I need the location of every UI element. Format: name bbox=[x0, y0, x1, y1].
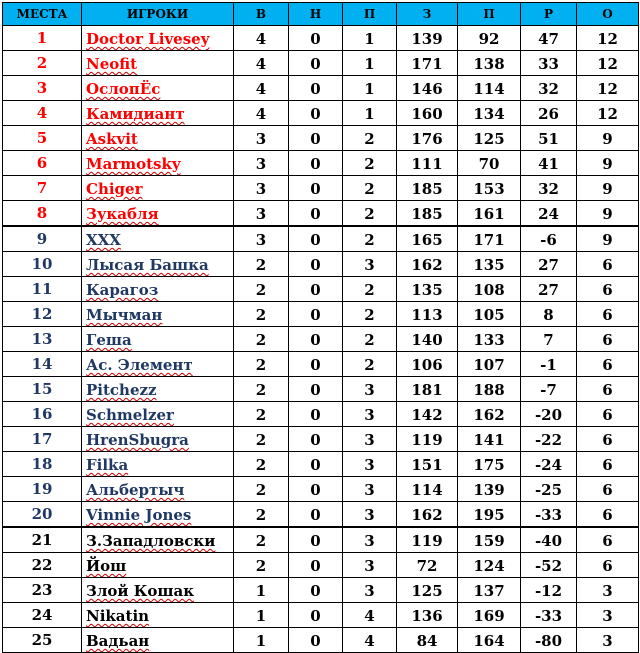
table-row bbox=[3, 427, 639, 452]
losses-cell: 2 bbox=[343, 352, 397, 377]
draws-cell: 0 bbox=[289, 226, 343, 252]
losses-cell: 3 bbox=[343, 402, 397, 427]
draws-cell: 0 bbox=[289, 352, 343, 377]
difference-cell: -20 bbox=[521, 402, 577, 427]
header-conceded: П bbox=[458, 3, 521, 26]
scored-cell: 136 bbox=[397, 603, 458, 628]
player-name: Schmelzer bbox=[82, 402, 234, 427]
scored-cell: 165 bbox=[397, 226, 458, 252]
scored-cell: 72 bbox=[397, 553, 458, 578]
place-cell: 11 bbox=[3, 277, 82, 302]
header-players: ИГРОКИ bbox=[82, 3, 234, 26]
wins-cell: 4 bbox=[234, 51, 289, 76]
player-name: Лысая Башка bbox=[82, 252, 234, 277]
scored-cell: 142 bbox=[397, 402, 458, 427]
points-cell: 3 bbox=[577, 603, 639, 628]
losses-cell: 1 bbox=[343, 101, 397, 126]
scored-cell: 113 bbox=[397, 302, 458, 327]
scored-cell: 139 bbox=[397, 26, 458, 51]
points-cell: 9 bbox=[577, 126, 639, 151]
points-cell: 12 bbox=[577, 51, 639, 76]
losses-cell: 2 bbox=[343, 201, 397, 227]
wins-cell: 1 bbox=[234, 628, 289, 653]
difference-cell: 33 bbox=[521, 51, 577, 76]
losses-cell: 4 bbox=[343, 628, 397, 653]
wins-cell: 2 bbox=[234, 527, 289, 553]
scored-cell: 162 bbox=[397, 502, 458, 528]
scored-cell: 125 bbox=[397, 578, 458, 603]
wins-cell: 2 bbox=[234, 352, 289, 377]
scored-cell: 140 bbox=[397, 327, 458, 352]
player-name: Вадьан bbox=[82, 628, 234, 653]
wins-cell: 3 bbox=[234, 201, 289, 227]
points-cell: 6 bbox=[577, 252, 639, 277]
losses-cell: 3 bbox=[343, 377, 397, 402]
draws-cell: 0 bbox=[289, 477, 343, 502]
table-row bbox=[3, 477, 639, 502]
header-place: МЕСТА bbox=[3, 3, 82, 26]
losses-cell: 3 bbox=[343, 553, 397, 578]
scored-cell: 111 bbox=[397, 151, 458, 176]
player-name: Злой Кошак bbox=[82, 578, 234, 603]
table-row bbox=[3, 377, 639, 402]
player-name: Мычман bbox=[82, 302, 234, 327]
draws-cell: 0 bbox=[289, 252, 343, 277]
wins-cell: 4 bbox=[234, 76, 289, 101]
place-cell: 14 bbox=[3, 352, 82, 377]
conceded-cell: 92 bbox=[458, 26, 521, 51]
losses-cell: 2 bbox=[343, 226, 397, 252]
place-cell: 23 bbox=[3, 578, 82, 603]
difference-cell: -40 bbox=[521, 527, 577, 553]
conceded-cell: 139 bbox=[458, 477, 521, 502]
table-row bbox=[3, 151, 639, 176]
place-cell: 10 bbox=[3, 252, 82, 277]
table-row bbox=[3, 277, 639, 302]
table-row bbox=[3, 402, 639, 427]
header-wins: В bbox=[234, 3, 289, 26]
header-difference: Р bbox=[521, 3, 577, 26]
conceded-cell: 134 bbox=[458, 101, 521, 126]
scored-cell: 185 bbox=[397, 176, 458, 201]
draws-cell: 0 bbox=[289, 427, 343, 452]
draws-cell: 0 bbox=[289, 302, 343, 327]
scored-cell: 171 bbox=[397, 51, 458, 76]
scored-cell: 160 bbox=[397, 101, 458, 126]
header-row bbox=[3, 3, 639, 26]
conceded-cell: 125 bbox=[458, 126, 521, 151]
conceded-cell: 114 bbox=[458, 76, 521, 101]
table-row bbox=[3, 101, 639, 126]
player-name: Chiger bbox=[82, 176, 234, 201]
conceded-cell: 137 bbox=[458, 578, 521, 603]
table-row bbox=[3, 452, 639, 477]
place-cell: 15 bbox=[3, 377, 82, 402]
place-cell: 1 bbox=[3, 26, 82, 51]
place-cell: 22 bbox=[3, 553, 82, 578]
table-row bbox=[3, 176, 639, 201]
wins-cell: 4 bbox=[234, 101, 289, 126]
points-cell: 6 bbox=[577, 402, 639, 427]
scored-cell: 151 bbox=[397, 452, 458, 477]
wins-cell: 2 bbox=[234, 302, 289, 327]
points-cell: 6 bbox=[577, 277, 639, 302]
conceded-cell: 164 bbox=[458, 628, 521, 653]
wins-cell: 2 bbox=[234, 477, 289, 502]
player-name: Askvit bbox=[82, 126, 234, 151]
difference-cell: 26 bbox=[521, 101, 577, 126]
place-cell: 5 bbox=[3, 126, 82, 151]
scored-cell: 185 bbox=[397, 201, 458, 227]
conceded-cell: 108 bbox=[458, 277, 521, 302]
table-row bbox=[3, 201, 639, 227]
difference-cell: -22 bbox=[521, 427, 577, 452]
losses-cell: 3 bbox=[343, 502, 397, 528]
wins-cell: 2 bbox=[234, 252, 289, 277]
draws-cell: 0 bbox=[289, 527, 343, 553]
difference-cell: -1 bbox=[521, 352, 577, 377]
player-name: ОслопЁс bbox=[82, 76, 234, 101]
place-cell: 21 bbox=[3, 527, 82, 553]
points-cell: 9 bbox=[577, 151, 639, 176]
player-name: Neofit bbox=[82, 51, 234, 76]
difference-cell: 47 bbox=[521, 26, 577, 51]
wins-cell: 2 bbox=[234, 502, 289, 528]
header-points: О bbox=[577, 3, 639, 26]
points-cell: 6 bbox=[577, 502, 639, 528]
player-name: Doctor Livesey bbox=[82, 26, 234, 51]
difference-cell: 32 bbox=[521, 76, 577, 101]
place-cell: 25 bbox=[3, 628, 82, 653]
place-cell: 9 bbox=[3, 226, 82, 252]
losses-cell: 2 bbox=[343, 277, 397, 302]
losses-cell: 3 bbox=[343, 252, 397, 277]
table-row bbox=[3, 527, 639, 553]
points-cell: 6 bbox=[577, 327, 639, 352]
player-name: Nikatin bbox=[82, 603, 234, 628]
draws-cell: 0 bbox=[289, 176, 343, 201]
losses-cell: 2 bbox=[343, 327, 397, 352]
player-name: Зукабля bbox=[82, 201, 234, 227]
points-cell: 6 bbox=[577, 427, 639, 452]
wins-cell: 3 bbox=[234, 176, 289, 201]
table-row bbox=[3, 352, 639, 377]
draws-cell: 0 bbox=[289, 502, 343, 528]
points-cell: 6 bbox=[577, 553, 639, 578]
conceded-cell: 135 bbox=[458, 252, 521, 277]
draws-cell: 0 bbox=[289, 578, 343, 603]
draws-cell: 0 bbox=[289, 201, 343, 227]
wins-cell: 3 bbox=[234, 126, 289, 151]
player-name: Ас. Элемент bbox=[82, 352, 234, 377]
conceded-cell: 133 bbox=[458, 327, 521, 352]
scored-cell: 114 bbox=[397, 477, 458, 502]
wins-cell: 2 bbox=[234, 553, 289, 578]
difference-cell: -80 bbox=[521, 628, 577, 653]
place-cell: 8 bbox=[3, 201, 82, 227]
losses-cell: 1 bbox=[343, 76, 397, 101]
player-name: Карагоз bbox=[82, 277, 234, 302]
points-cell: 6 bbox=[577, 377, 639, 402]
points-cell: 6 bbox=[577, 477, 639, 502]
wins-cell: 3 bbox=[234, 151, 289, 176]
draws-cell: 0 bbox=[289, 51, 343, 76]
conceded-cell: 195 bbox=[458, 502, 521, 528]
losses-cell: 3 bbox=[343, 578, 397, 603]
conceded-cell: 175 bbox=[458, 452, 521, 477]
difference-cell: -33 bbox=[521, 502, 577, 528]
conceded-cell: 188 bbox=[458, 377, 521, 402]
player-name: Камидиант bbox=[82, 101, 234, 126]
place-cell: 6 bbox=[3, 151, 82, 176]
table-row bbox=[3, 302, 639, 327]
points-cell: 9 bbox=[577, 226, 639, 252]
conceded-cell: 70 bbox=[458, 151, 521, 176]
difference-cell: -33 bbox=[521, 603, 577, 628]
scored-cell: 176 bbox=[397, 126, 458, 151]
table-row bbox=[3, 126, 639, 151]
losses-cell: 2 bbox=[343, 302, 397, 327]
draws-cell: 0 bbox=[289, 327, 343, 352]
draws-cell: 0 bbox=[289, 377, 343, 402]
draws-cell: 0 bbox=[289, 402, 343, 427]
conceded-cell: 153 bbox=[458, 176, 521, 201]
place-cell: 24 bbox=[3, 603, 82, 628]
table-row bbox=[3, 628, 639, 653]
difference-cell: 51 bbox=[521, 126, 577, 151]
losses-cell: 2 bbox=[343, 151, 397, 176]
scored-cell: 119 bbox=[397, 527, 458, 553]
points-cell: 12 bbox=[577, 101, 639, 126]
player-name: HrenSbugra bbox=[82, 427, 234, 452]
place-cell: 16 bbox=[3, 402, 82, 427]
player-name: Vinnie Jones bbox=[82, 502, 234, 528]
losses-cell: 4 bbox=[343, 603, 397, 628]
conceded-cell: 161 bbox=[458, 201, 521, 227]
points-cell: 9 bbox=[577, 176, 639, 201]
conceded-cell: 141 bbox=[458, 427, 521, 452]
place-cell: 12 bbox=[3, 302, 82, 327]
header-losses: П bbox=[343, 3, 397, 26]
place-cell: 20 bbox=[3, 502, 82, 528]
place-cell: 3 bbox=[3, 76, 82, 101]
conceded-cell: 169 bbox=[458, 603, 521, 628]
difference-cell: -24 bbox=[521, 452, 577, 477]
losses-cell: 3 bbox=[343, 527, 397, 553]
place-cell: 4 bbox=[3, 101, 82, 126]
draws-cell: 0 bbox=[289, 277, 343, 302]
scored-cell: 84 bbox=[397, 628, 458, 653]
difference-cell: -52 bbox=[521, 553, 577, 578]
table-row bbox=[3, 26, 639, 51]
wins-cell: 2 bbox=[234, 402, 289, 427]
place-cell: 2 bbox=[3, 51, 82, 76]
points-cell: 3 bbox=[577, 628, 639, 653]
draws-cell: 0 bbox=[289, 603, 343, 628]
points-cell: 6 bbox=[577, 302, 639, 327]
table-row bbox=[3, 502, 639, 528]
place-cell: 18 bbox=[3, 452, 82, 477]
losses-cell: 2 bbox=[343, 126, 397, 151]
table-row bbox=[3, 327, 639, 352]
points-cell: 6 bbox=[577, 352, 639, 377]
player-name: Геша bbox=[82, 327, 234, 352]
difference-cell: 24 bbox=[521, 201, 577, 227]
draws-cell: 0 bbox=[289, 553, 343, 578]
player-name: Marmotsky bbox=[82, 151, 234, 176]
difference-cell: 8 bbox=[521, 302, 577, 327]
conceded-cell: 162 bbox=[458, 402, 521, 427]
difference-cell: 41 bbox=[521, 151, 577, 176]
difference-cell: -12 bbox=[521, 578, 577, 603]
points-cell: 3 bbox=[577, 578, 639, 603]
scored-cell: 135 bbox=[397, 277, 458, 302]
standings-table bbox=[2, 2, 639, 653]
difference-cell: -25 bbox=[521, 477, 577, 502]
conceded-cell: 159 bbox=[458, 527, 521, 553]
place-cell: 7 bbox=[3, 176, 82, 201]
difference-cell: 27 bbox=[521, 252, 577, 277]
header-scored: З bbox=[397, 3, 458, 26]
losses-cell: 3 bbox=[343, 452, 397, 477]
draws-cell: 0 bbox=[289, 452, 343, 477]
conceded-cell: 171 bbox=[458, 226, 521, 252]
draws-cell: 0 bbox=[289, 151, 343, 176]
draws-cell: 0 bbox=[289, 126, 343, 151]
scored-cell: 162 bbox=[397, 252, 458, 277]
wins-cell: 2 bbox=[234, 427, 289, 452]
table-row bbox=[3, 603, 639, 628]
draws-cell: 0 bbox=[289, 628, 343, 653]
losses-cell: 1 bbox=[343, 26, 397, 51]
difference-cell: 32 bbox=[521, 176, 577, 201]
wins-cell: 2 bbox=[234, 377, 289, 402]
conceded-cell: 124 bbox=[458, 553, 521, 578]
conceded-cell: 138 bbox=[458, 51, 521, 76]
points-cell: 12 bbox=[577, 76, 639, 101]
place-cell: 17 bbox=[3, 427, 82, 452]
losses-cell: 1 bbox=[343, 51, 397, 76]
wins-cell: 2 bbox=[234, 277, 289, 302]
difference-cell: -6 bbox=[521, 226, 577, 252]
player-name: XXX bbox=[82, 226, 234, 252]
points-cell: 9 bbox=[577, 201, 639, 227]
wins-cell: 4 bbox=[234, 26, 289, 51]
conceded-cell: 107 bbox=[458, 352, 521, 377]
wins-cell: 1 bbox=[234, 603, 289, 628]
place-cell: 13 bbox=[3, 327, 82, 352]
table-row bbox=[3, 553, 639, 578]
player-name: Йош bbox=[82, 553, 234, 578]
points-cell: 6 bbox=[577, 527, 639, 553]
points-cell: 6 bbox=[577, 452, 639, 477]
wins-cell: 2 bbox=[234, 452, 289, 477]
conceded-cell: 105 bbox=[458, 302, 521, 327]
table-row bbox=[3, 76, 639, 101]
difference-cell: -7 bbox=[521, 377, 577, 402]
draws-cell: 0 bbox=[289, 26, 343, 51]
losses-cell: 2 bbox=[343, 176, 397, 201]
table-row bbox=[3, 252, 639, 277]
draws-cell: 0 bbox=[289, 76, 343, 101]
player-name: Альбертыч bbox=[82, 477, 234, 502]
difference-cell: 27 bbox=[521, 277, 577, 302]
player-name: Filka bbox=[82, 452, 234, 477]
table-row bbox=[3, 578, 639, 603]
draws-cell: 0 bbox=[289, 101, 343, 126]
wins-cell: 2 bbox=[234, 327, 289, 352]
player-name: Pitchezz bbox=[82, 377, 234, 402]
place-cell: 19 bbox=[3, 477, 82, 502]
points-cell: 12 bbox=[577, 26, 639, 51]
wins-cell: 1 bbox=[234, 578, 289, 603]
scored-cell: 106 bbox=[397, 352, 458, 377]
scored-cell: 146 bbox=[397, 76, 458, 101]
table-row bbox=[3, 226, 639, 252]
wins-cell: 3 bbox=[234, 226, 289, 252]
scored-cell: 119 bbox=[397, 427, 458, 452]
losses-cell: 3 bbox=[343, 477, 397, 502]
player-name: З.Западловски bbox=[82, 527, 234, 553]
table-row bbox=[3, 51, 639, 76]
losses-cell: 3 bbox=[343, 427, 397, 452]
difference-cell: 7 bbox=[521, 327, 577, 352]
header-draws: Н bbox=[289, 3, 343, 26]
scored-cell: 181 bbox=[397, 377, 458, 402]
